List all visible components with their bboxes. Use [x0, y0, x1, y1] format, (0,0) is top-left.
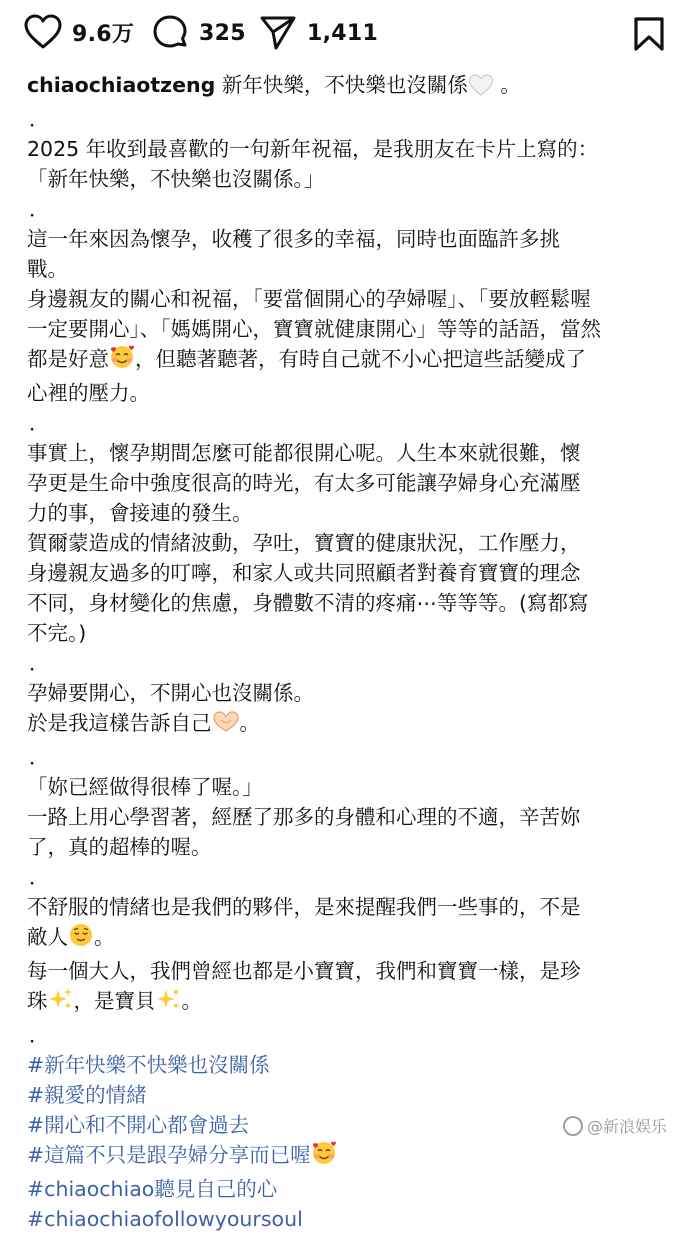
caption-title: 新年快樂，不快樂也沒關係 [215, 73, 468, 97]
smiling-face-with-hearts-icon [109, 344, 135, 378]
watermark [563, 1114, 667, 1137]
heart-hands-emoji-icon [212, 710, 240, 742]
caption-line: 孕婦要開心，不開心也沒關係。 [27, 681, 314, 705]
caption-text: 珠 [27, 989, 48, 1013]
caption-line: 心裡的壓力。 [27, 381, 150, 405]
caption-line: 2025 年收到最喜歡的一句新年祝福，是我朋友在卡片上寫的： [27, 137, 599, 161]
caption-text: 。 [181, 989, 202, 1013]
caption-line: 「妳已經做得很棒了喔。」 [27, 775, 263, 799]
send-icon [259, 14, 297, 52]
caption-title-end: 。 [493, 73, 521, 97]
caption-text: 。 [239, 711, 260, 735]
comment-button[interactable] [151, 14, 246, 52]
hashtag-link[interactable]: #chiaochiaofollowyoursoul [27, 1207, 303, 1231]
sparkles-emoji-icon [156, 986, 182, 1020]
caption-line: 「新年快樂，不快樂也沒關係。」 [27, 167, 325, 191]
bookmark-icon [633, 16, 665, 52]
watermark-text: @新浪娱乐 [587, 1117, 668, 1136]
caption-line: 事實上，懷孕期間怎麼可能都很開心呢。人生本來就很難，懷 [27, 441, 581, 465]
caption-line: 孕更是生命中強度很高的時光，有太多可能讓孕婦身心充滿壓 [27, 471, 581, 495]
separator-dot: ． [29, 1023, 49, 1047]
bookmark-button[interactable] [633, 16, 665, 56]
caption-line: 戰。 [27, 257, 68, 281]
caption-line: 身邊親友的關心和祝福，「要當個開心的孕婦喔」、「要放輕鬆喔 [27, 287, 591, 311]
heart-icon [24, 14, 62, 50]
separator-dot: ． [29, 651, 49, 675]
caption-line: 不舒服的情緒也是我們的夥伴，是來提醒我們一些事的，不是 [27, 895, 581, 919]
caption-text: ，是寶貝 [73, 989, 156, 1013]
caption-text: 於是我這樣告訴自己 [27, 711, 212, 735]
hashtag-link[interactable]: #開心和不開心都會過去 [27, 1113, 250, 1137]
caption-line [27, 986, 667, 1020]
caption-text: ，但聽著聽著，有時自己就不小心把這些話變成了 [135, 347, 586, 371]
caption-line [27, 922, 667, 956]
hashtag-text: #這篇不只是跟孕婦分享而已喔 [27, 1143, 311, 1167]
hashtag-link[interactable]: #新年快樂不快樂也沒關係 [27, 1053, 270, 1077]
like-count: 9.6万 [72, 21, 135, 47]
caption-line: 不完。) [27, 621, 87, 645]
caption-line: 力的事，會接連的發生。 [27, 501, 253, 525]
comment-count: 325 [199, 20, 246, 46]
post-action-bar [0, 0, 690, 72]
hashtag-link[interactable]: #chiaochiao聽見自己的心 [27, 1177, 278, 1201]
post-caption [27, 70, 667, 1234]
like-button[interactable] [24, 14, 134, 50]
separator-dot: ． [29, 197, 49, 221]
share-count: 1,411 [307, 20, 379, 46]
caption-line: 一定要開心」、「媽媽開心，寶寶就健康開心」等等的話語，當然 [27, 317, 601, 341]
username-link[interactable]: chiaochiaotzeng [27, 73, 216, 97]
white-heart-emoji-icon [468, 74, 494, 104]
caption-text: 。 [94, 925, 115, 949]
caption-text: 都是好意 [27, 347, 109, 371]
separator-dot: ． [29, 107, 49, 131]
smiling-face-with-hearts-icon [311, 1140, 337, 1174]
caption-line: 這一年來因為懷孕，收穫了很多的幸福，同時也面臨許多挑 [27, 227, 560, 251]
sparkles-emoji-icon [48, 986, 74, 1020]
hashtag-link[interactable]: #親愛的情緒 [27, 1083, 147, 1107]
caption-header [27, 70, 667, 104]
hashtag-link[interactable] [27, 1140, 667, 1174]
share-button[interactable] [259, 14, 378, 52]
caption-text: 敵人 [27, 925, 68, 949]
caption-line: 每一個大人，我們曾經也都是小寶寶，我們和寶寶一樣，是珍 [27, 959, 581, 983]
caption-line [27, 344, 667, 378]
caption-line: 一路上用心學習著，經歷了那多的身體和心理的不適，辛苦妳 [27, 805, 581, 829]
relieved-face-emoji-icon [68, 922, 94, 956]
weibo-logo-icon [563, 1116, 583, 1136]
caption-line: 了，真的超棒的喔。 [27, 835, 212, 859]
caption-line: 賀爾蒙造成的情緒波動，孕吐，寶寶的健康狀況，工作壓力， [27, 531, 581, 555]
separator-dot: ． [29, 411, 49, 435]
separator-dot: ． [29, 865, 49, 889]
caption-line: 身邊親友過多的叮嚀，和家人或共同照顧者對養育寶寶的理念 [27, 561, 581, 585]
comment-icon [151, 14, 189, 52]
caption-line [27, 708, 667, 742]
caption-line: 不同，身材變化的焦慮，身體數不清的疼痛⋯等等等。(寫都寫 [27, 591, 589, 615]
separator-dot: ． [29, 745, 49, 769]
